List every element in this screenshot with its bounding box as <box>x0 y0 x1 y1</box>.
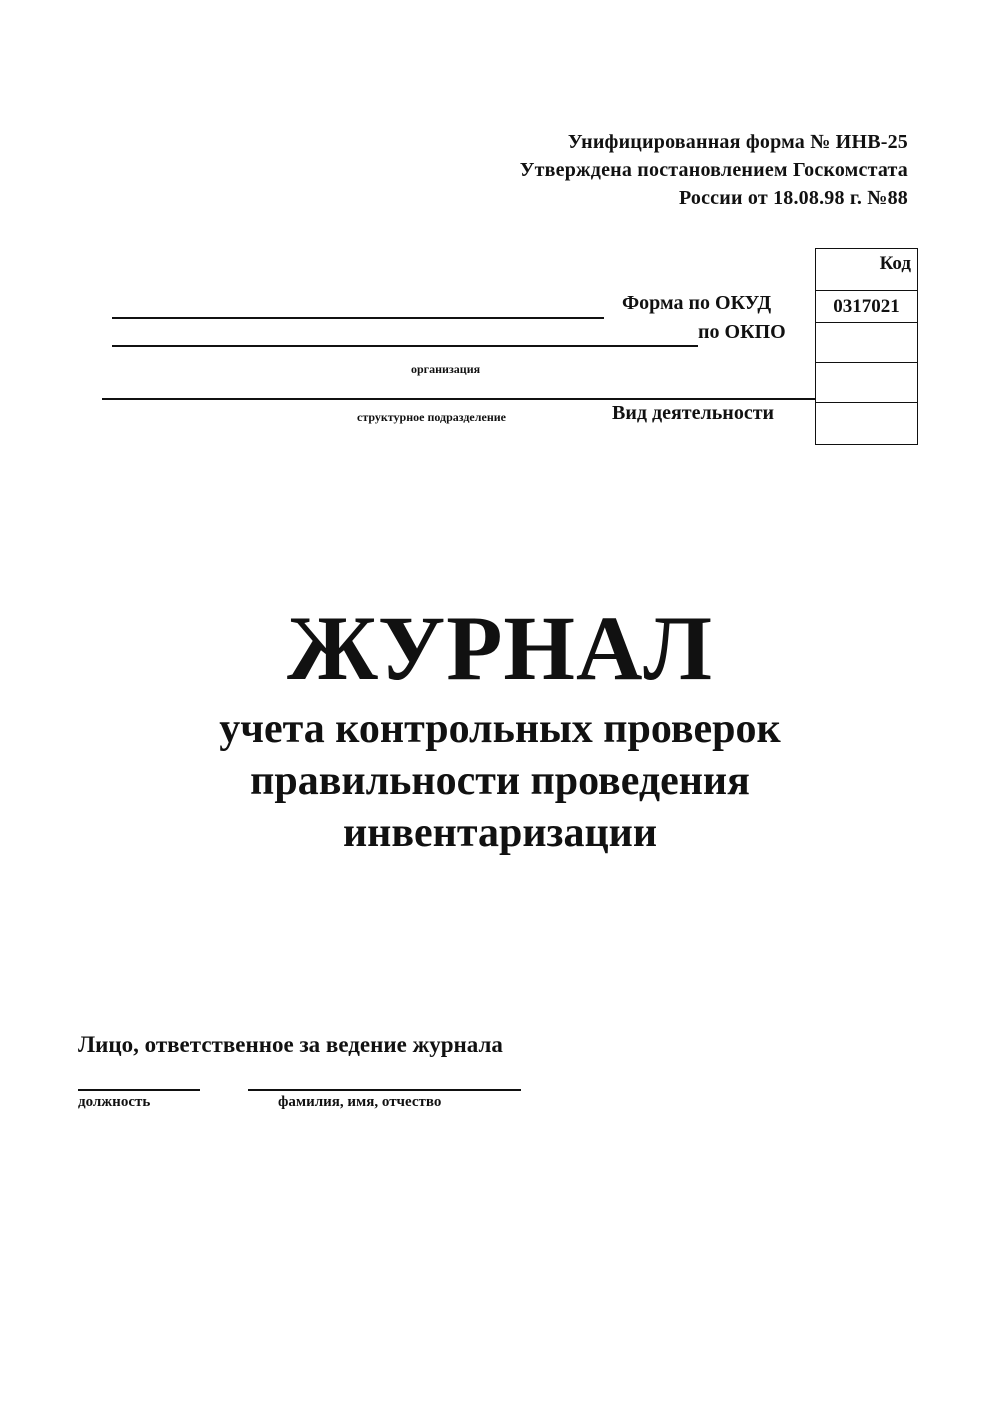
okud-label: Форма по ОКУД <box>622 292 772 314</box>
okpo-code-cell[interactable] <box>816 323 918 363</box>
organization-line-1[interactable] <box>112 317 604 319</box>
subtitle-line-3: инвентаризации <box>342 810 658 856</box>
name-caption: фамилия, имя, отчество <box>278 1094 442 1110</box>
activity-label: Вид деятельности <box>612 402 775 424</box>
responsible-heading: Лицо, ответственное за ведение журнала <box>78 1032 503 1057</box>
page-title: ЖУРНАЛ <box>287 597 713 699</box>
subtitle-line-1: учета контрольных проверок <box>219 706 781 752</box>
form-number-line: Унифицированная форма № ИНВ-25 <box>567 131 908 153</box>
position-line[interactable] <box>78 1089 200 1091</box>
organization-line-2[interactable] <box>112 345 698 347</box>
code-table <box>815 248 918 445</box>
subtitle-line-2: правильности проведения <box>250 758 750 804</box>
name-line[interactable] <box>248 1089 521 1091</box>
subdivision-line[interactable] <box>102 398 815 400</box>
activity-code-cell[interactable] <box>816 403 918 445</box>
approval-date-line: России от 18.08.98 г. №88 <box>678 187 908 209</box>
okud-code-cell: 0317021 <box>816 291 918 323</box>
approval-block <box>520 128 908 212</box>
page-subtitle <box>0 703 1000 859</box>
okpo-label: по ОКПО <box>698 321 786 343</box>
organization-caption: организация <box>411 362 481 376</box>
subdivision-code-cell[interactable] <box>816 363 918 403</box>
code-header-cell: Код <box>816 249 918 291</box>
position-caption: должность <box>78 1094 151 1110</box>
approval-decree-line: Утверждена постановлением Госкомстата <box>519 159 908 181</box>
subdivision-caption: структурное подразделение <box>357 410 506 424</box>
